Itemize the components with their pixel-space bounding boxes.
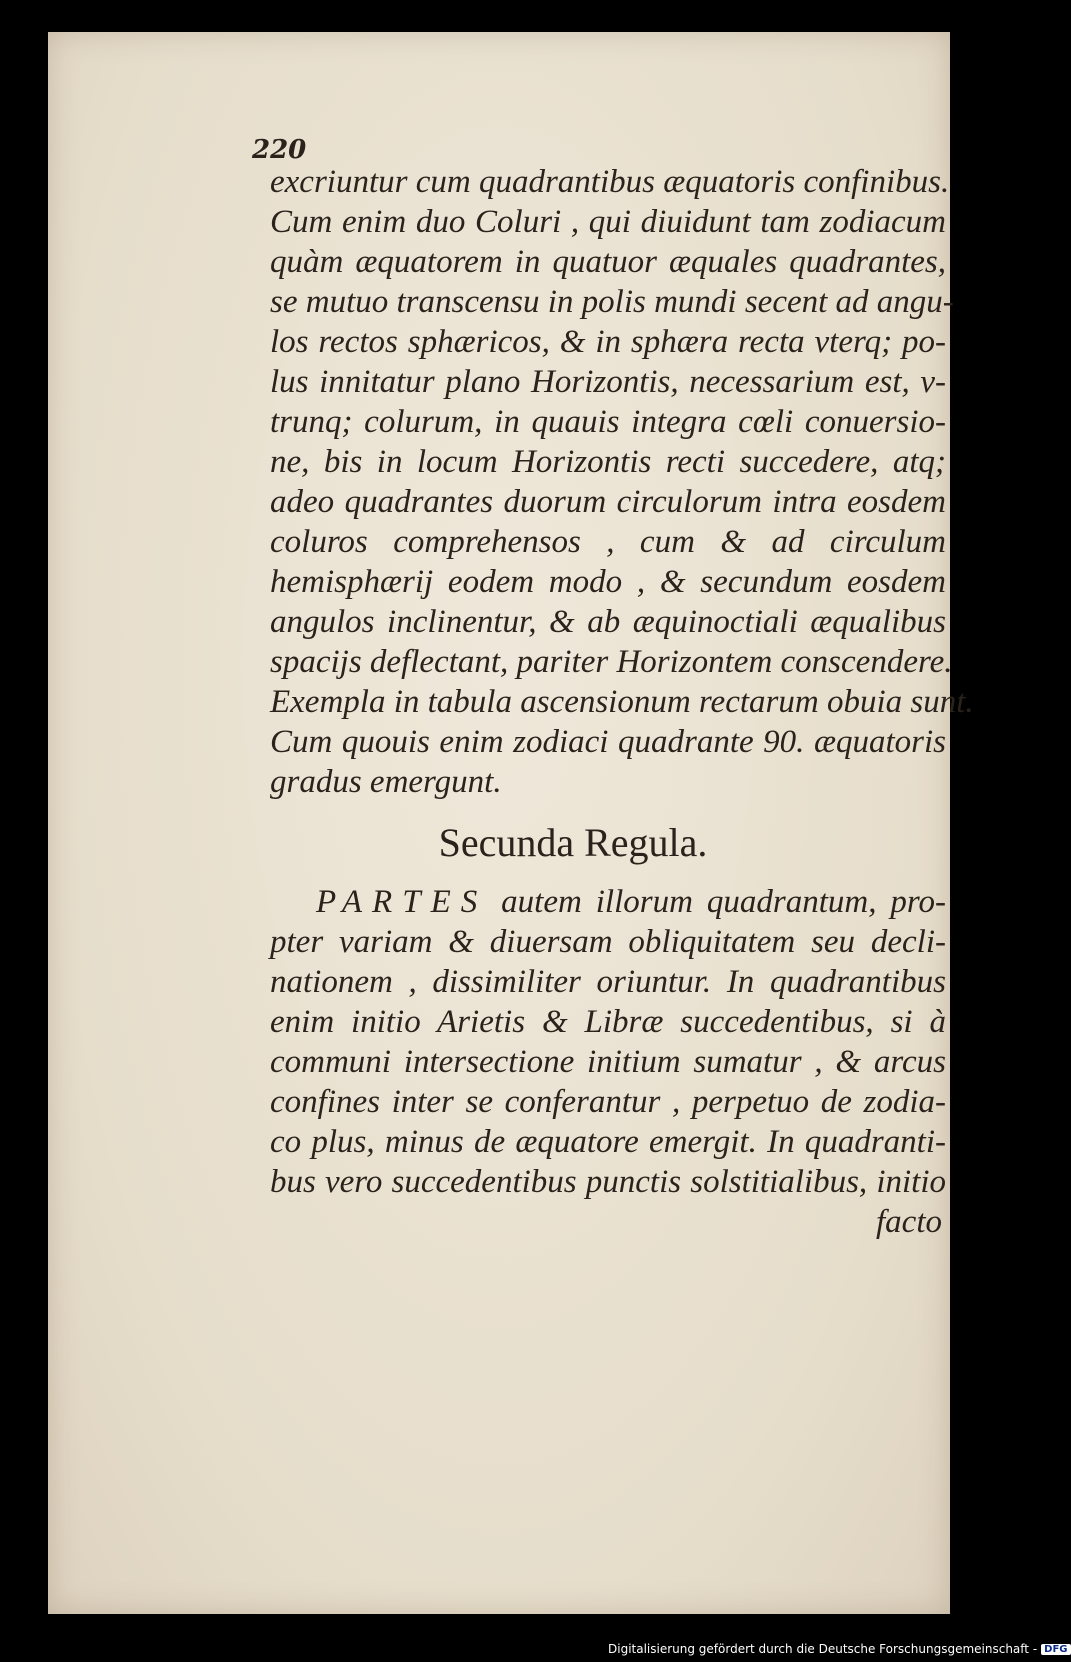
text-line: co plus, minus de æquatore emergit. In quadranti- [270, 1124, 946, 1160]
dfg-logo: DFG [1041, 1644, 1070, 1655]
text-line: Exempla in tabula ascensionum rectarum obuia sunt. [270, 684, 974, 720]
rule-paragraph [270, 882, 946, 1242]
text-line [270, 882, 946, 922]
text-line: Cum quouis enim zodiaci quadrante 90. æquatoris [270, 724, 946, 760]
text-line: hemisphærij eodem modo , & secundum eosdem [270, 564, 946, 600]
text-line: enim initio Arietis & Libræ succedentibus, si à [270, 1004, 946, 1040]
text-line: gradus emergunt. [270, 764, 502, 800]
text-line: bus vero succedentibus punctis solstitialibus, initio [270, 1164, 946, 1200]
text-line: communi intersectione initium sumatur , & arcus [270, 1044, 946, 1080]
text-line: coluros comprehensos , cum & ad circulum [270, 524, 946, 560]
catchword: facto [876, 1204, 942, 1240]
text-line: excriuntur cum quadrantibus æquatoris confinibus. [270, 164, 950, 200]
section-heading: Secunda Regula. [438, 820, 708, 865]
text-line: ne, bis in locum Horizontis recti succedere, atq; [270, 444, 946, 480]
digitization-credit [608, 1642, 1071, 1656]
text-line: lus innitatur plano Horizontis, necessarium est, v- [270, 364, 946, 400]
text-line: spacijs deflectant, pariter Horizontem conscendere. [270, 644, 953, 680]
text-line: se mutuo transcensu in polis mundi secent ad angu- [270, 284, 954, 320]
text-line: quàm æquatorem in quatuor æquales quadrantes, [270, 244, 946, 280]
page-number: 220 [252, 135, 307, 165]
text-line: los rectos sphæricos, & in sphæra recta vterq; po- [270, 324, 946, 360]
text-line: adeo quadrantes duorum circulorum intra eosdem [270, 484, 946, 520]
text-line: trunq; colurum, in quauis integra cœli conuersio- [270, 404, 946, 440]
first-line-rest: autem illorum quadrantum, pro- [487, 884, 946, 920]
body-paragraph [270, 162, 974, 802]
initial-word: PARTES [316, 884, 488, 920]
text-line: confines inter se conferantur , perpetuo de zodia- [270, 1084, 946, 1120]
credit-text: Digitalisierung gefördert durch die Deutsche Forschungsgemeinschaft - [608, 1642, 1038, 1656]
text-line: nationem , dissimiliter oriuntur. In quadrantibus [270, 964, 946, 1000]
text-line: Cum enim duo Coluri , qui diuidunt tam zodiacum [270, 204, 946, 240]
text-line: angulos inclinentur, & ab æquinoctiali æqualibus [270, 604, 946, 640]
page-text [270, 162, 974, 1242]
text-line: pter variam & diuersam obliquitatem seu decli- [270, 924, 946, 960]
